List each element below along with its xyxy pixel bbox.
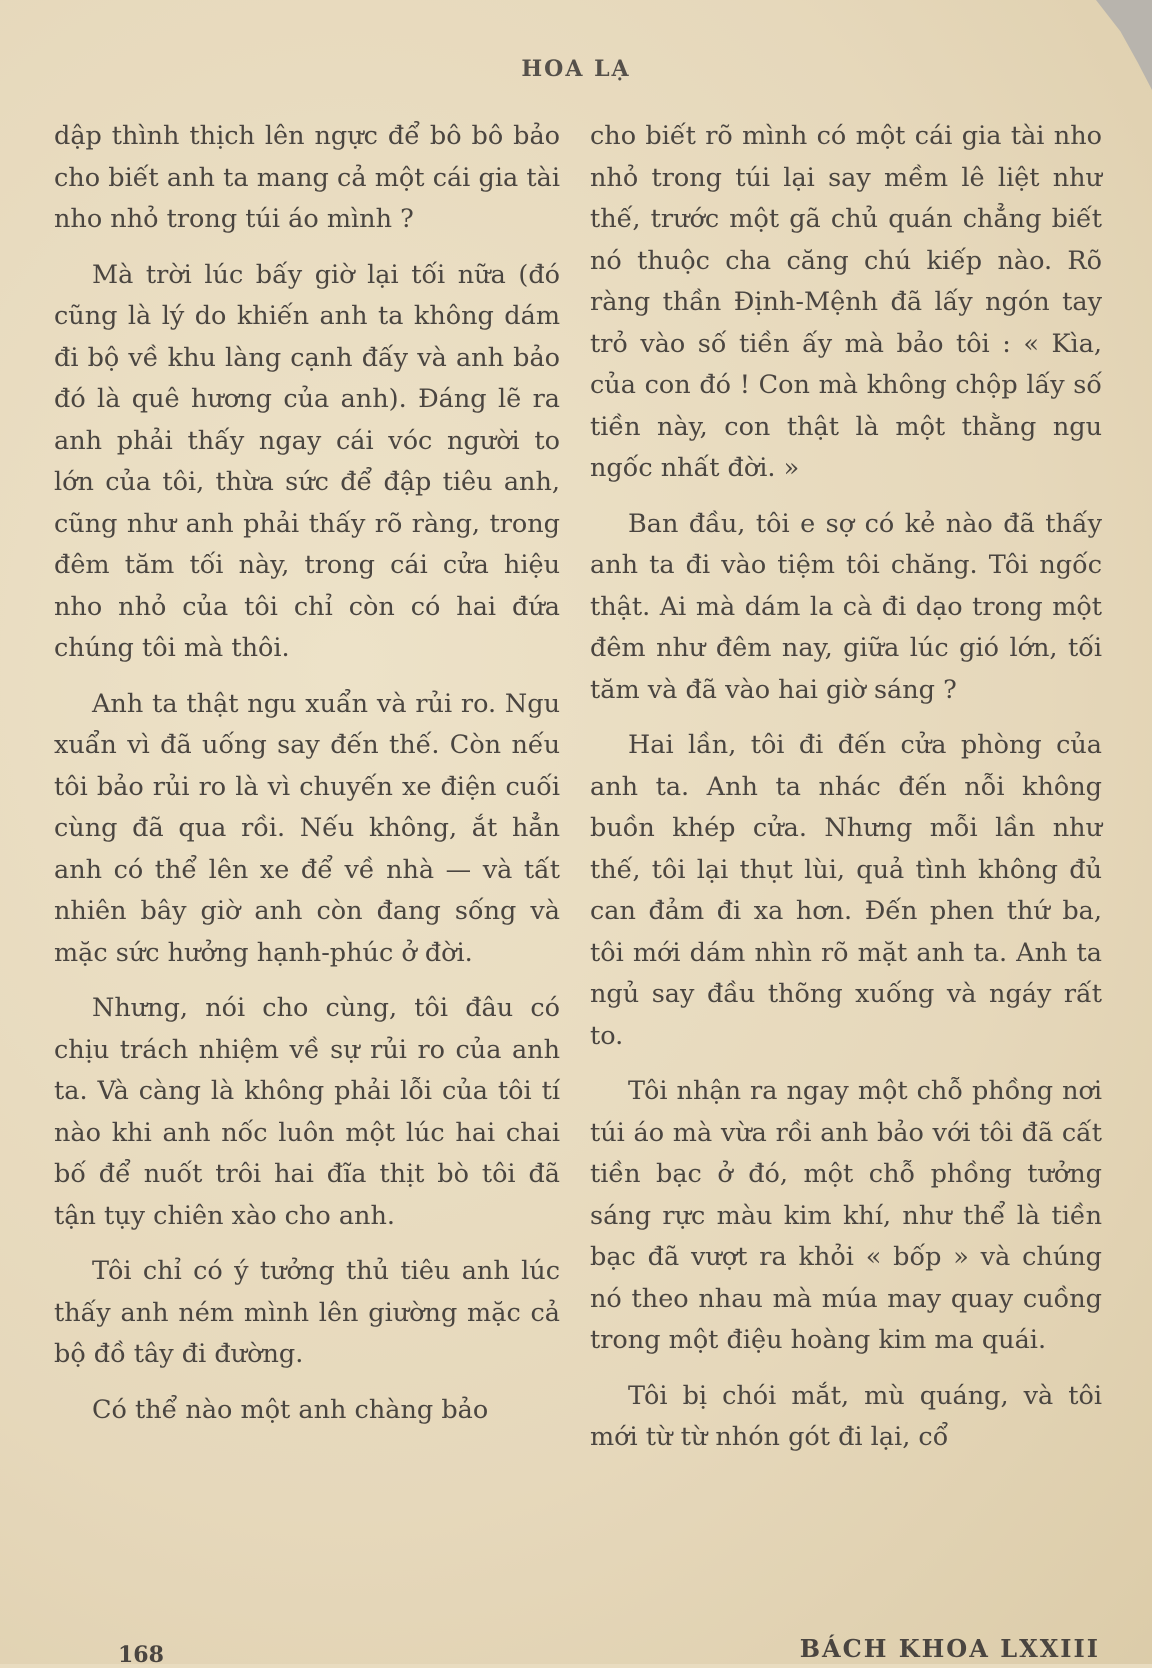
publication-name: BÁCH KHOA LXXIII <box>799 1634 1100 1663</box>
paragraph: Mà trời lúc bấy giờ lại tối nữa (đó cũng là lý do khiến anh ta không dám đi bộ về khu làng cạnh đấy và anh bảo đó là quê hương của anh). Đáng lẽ ra anh phải thấy ngay cái vóc người to lớn của tôi, thừa sức để đập tiêu anh, cũng như anh phải thấy rõ ràng, trong đêm tăm tối này, trong cái cửa hiệu nho nhỏ của tôi chỉ còn có hai đứa chúng tôi mà thôi. <box>54 259 560 663</box>
paragraph: dập thình thịch lên ngực để bô bô bảo cho biết anh ta mang cả một cái gia tài nho nhỏ trong túi áo mình ? <box>54 121 560 234</box>
paragraph: Tôi nhận ra ngay một chỗ phồng nơi túi áo mà vừa rồi anh bảo với tôi đã cất tiền bạc ở đó, một chỗ phồng tưởng sáng rực màu kim khí, như thể là tiền bạc đã vượt ra khỏi « bốp » và chúng nó theo nhau mà múa may quay cuồng trong một điệu hoàng kim ma quái. <box>590 1076 1102 1355</box>
paragraph: Anh ta thật ngu xuẩn và rủi ro. Ngu xuẩn vì đã uống say đến thế. Còn nếu tôi bảo rủi ro là vì chuyến xe điện cuối cùng đã qua rồi. Nếu không, ắt hẳn anh có thể lên xe để về nhà — và tất nhiên bây giờ anh còn đang sống và mặc sức hưởng hạnh-phúc ở đời. <box>54 688 560 968</box>
paragraph: Ban đầu, tôi e sợ có kẻ nào đã thấy anh ta đi vào tiệm tôi chăng. Tôi ngốc thật. Ai mà dám la cà đi dạo trong một đêm như đêm nay, giữa lúc gió lớn, tối tăm và đã vào hai giờ sáng ? <box>590 508 1102 705</box>
left-column <box>54 116 560 1445</box>
page-title: HOA LẠ <box>521 56 631 82</box>
paragraph: Tôi bị chói mắt, mù quáng, và tôi mới từ từ nhón gót đi lại, cổ <box>590 1380 1102 1452</box>
paragraph: Nhưng, nói cho cùng, tôi đâu có chịu trách nhiệm về sự rủi ro của anh ta. Và càng là không phải lỗi của tôi tí nào khi anh nốc luôn một lúc hai chai bố để nuốt trôi hai đĩa thịt bò tôi đã tận tụy chiên xào cho anh. <box>54 993 560 1231</box>
paragraph: Hai lần, tôi đi đến cửa phòng của anh ta. Anh ta nhác đến nỗi không buồn khép cửa. Nhưng mỗi lần như thế, tôi lại thụt lùi, quả tình không đủ can đảm đi xa hơn. Đến phen thứ ba, tôi mới dám nhìn rõ mặt anh ta. Anh ta ngủ say đầu thõng xuống và ngáy rất to. <box>590 730 1102 1051</box>
paragraph: cho biết rõ mình có một cái gia tài nho nhỏ trong túi lại say mềm lê liệt như thế, trước một gã chủ quán chẳng biết nó thuộc cha căng chú kiếp nào. Rõ ràng thần Định-Mệnh đã lấy ngón tay trỏ vào số tiền ấy mà bảo tôi : « Kìa, của con đó ! Con mà không chộp lấy số tiền này, con thật là một thằng ngu ngốc nhất đời. » <box>590 121 1102 483</box>
page-number: 168 <box>118 1642 164 1668</box>
paragraph: Tôi chỉ có ý tưởng thủ tiêu anh lúc thấy anh ném mình lên giường mặc cả bộ đồ tây đi đường. <box>54 1256 560 1369</box>
paragraph: Có thể nào một anh chàng bảo <box>92 1394 489 1425</box>
right-column <box>590 116 1102 1473</box>
